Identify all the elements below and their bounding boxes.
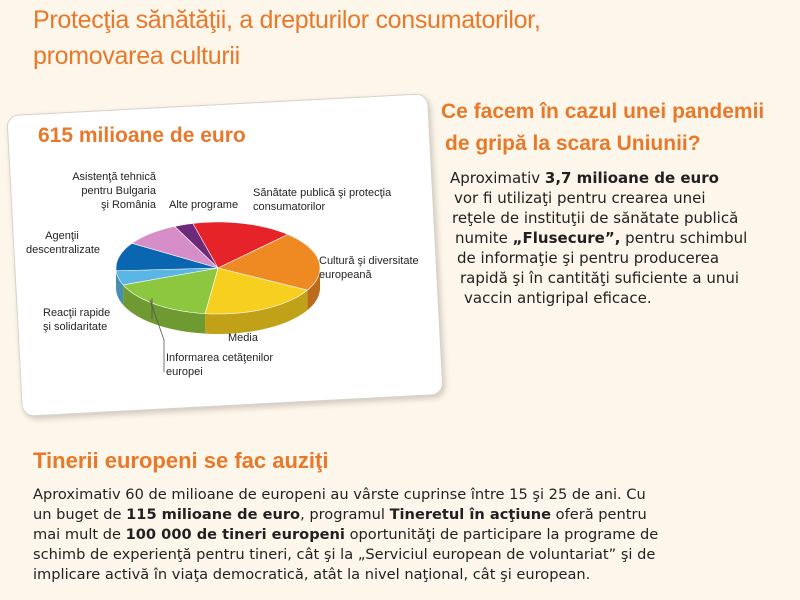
pandemic-text-line6: rapidă şi în cantităţi suficiente a unui (460, 269, 740, 287)
pie-label-sanatate-line1: Sănătate publică şi protecţia (253, 187, 392, 199)
pandemic-text-l4a: numite (455, 229, 513, 247)
youth-text-l3a: mai mult de (33, 526, 126, 543)
youth-text-line3 (33, 525, 793, 545)
pandemic-text-line2: vor fi utilizaţi pentru crearea unei (454, 189, 706, 207)
pie-label-agentii (26, 229, 98, 257)
pie-label-cultura (319, 254, 419, 282)
pandemic-text-l1b: 3,7 milioane de euro (544, 169, 719, 187)
pie-label-cultura-line2: europeană (319, 269, 372, 281)
pie-label-asistenta-line2: pentru Bulgaria (81, 185, 156, 197)
youth-heading: Tinerii europeni se fac auziţi (33, 448, 329, 473)
pie-label-asistenta (70, 170, 156, 212)
pie-label-media-line1: Media (228, 332, 258, 344)
youth-text-l3c: oportunităţi de participare la programe de (344, 526, 659, 543)
pandemic-heading-line2: de gripă la scara Uniunii? (445, 132, 701, 155)
pandemic-heading-line1: Ce facem în cazul unei pandemii (441, 100, 765, 123)
pie-tops (116, 222, 320, 314)
pandemic-text-line1 (450, 168, 795, 188)
youth-text-line5: implicare activă în viaţa democratică, atât la nivel naţional, cât şi european. (33, 566, 591, 583)
youth-text-l2a: un buget de (33, 506, 127, 523)
youth-text-line4: schimb de experienţă pentru tineri, cât şi la „Serviciul european de voluntariat” şi de (33, 546, 656, 563)
pie-label-reactii-line1: Reacţii rapide (43, 307, 111, 319)
pie-label-sanatate-line2: consumatorilor (253, 201, 326, 213)
youth-text-l2c: , programul (300, 506, 390, 523)
page-title-line2: promovarea culturii (33, 42, 240, 70)
pandemic-text-line3: reţele de instituţii de sănătate publică (452, 209, 739, 227)
pandemic-text-line5: de informaţie şi pentru producerea (457, 249, 720, 267)
pie-label-alte (169, 198, 238, 212)
pie-label-agentii-line1: Agenţii (45, 230, 79, 242)
pie-label-informare-line2: europei (166, 366, 203, 378)
pie-label-asistenta-line1: Asistenţă tehnică (72, 171, 156, 183)
youth-text-l2b: 115 milioane de euro (126, 506, 301, 523)
youth-text-l2d: Tineretul în acţiune (389, 506, 552, 523)
youth-text-l3b: 100 000 de tineri europeni (125, 526, 345, 543)
pandemic-text (450, 168, 795, 308)
pie-label-sanatate (253, 186, 391, 214)
pie-label-media (228, 331, 258, 345)
youth-text-line1: Aproximativ 60 de milioane de europeni au vârste cuprinse între 15 şi 25 de ani. Cu (33, 486, 646, 503)
youth-text (33, 485, 793, 585)
pandemic-text-line7: vaccin antigripal eficace. (464, 289, 652, 307)
pie-label-asistenta-line3: şi România (100, 199, 156, 211)
pie-label-informare (166, 351, 273, 379)
pie-label-reactii (43, 306, 110, 334)
pandemic-text-l1a: Aproximativ (450, 169, 545, 187)
pandemic-heading (441, 96, 800, 160)
pie-label-reactii-line2: şi solidaritate (43, 321, 108, 333)
pie-label-alte-line1: Alte programe (169, 199, 239, 211)
page-title-line1: Protecţia sănătăţii, a drepturilor consumatorilor, (33, 6, 541, 34)
pie-label-cultura-line1: Cultură şi diversitate (319, 255, 419, 267)
youth-text-l2e: oferă pentru (551, 506, 647, 523)
pie-label-agentii-line2: descentralizate (26, 244, 100, 256)
chart-title: 615 milioane de euro (38, 124, 246, 147)
pandemic-text-line4 (450, 228, 795, 248)
pandemic-text-l4c: pentru schimbul (620, 229, 748, 247)
pie-label-informare-line1: Informarea cetăţenilor (166, 352, 273, 364)
youth-text-line2 (33, 505, 793, 525)
pandemic-text-l4b: „Flusecure”, (512, 229, 621, 247)
